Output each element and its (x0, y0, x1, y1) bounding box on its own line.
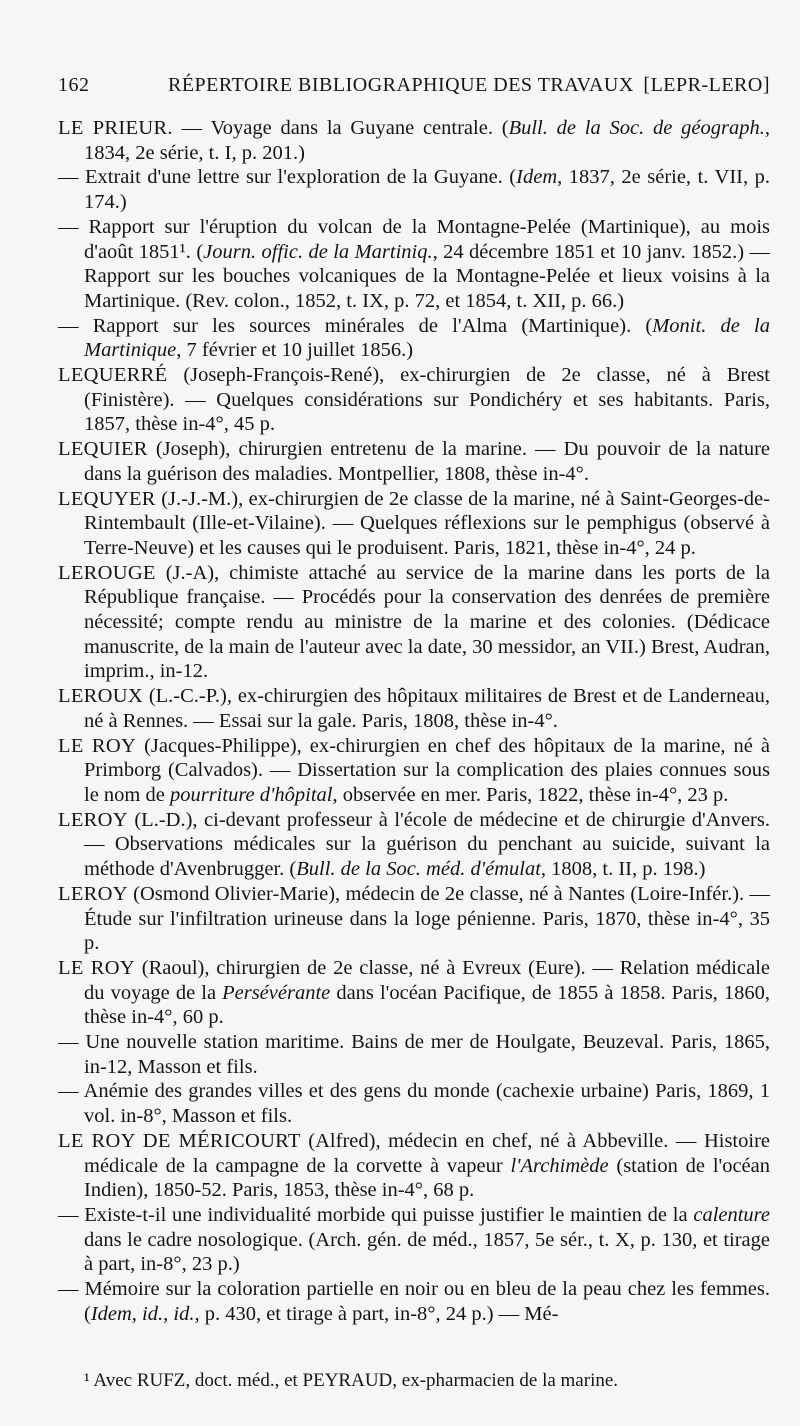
entry-author: LEROY (58, 882, 128, 905)
entry-le-roy-de-mericourt-2 (58, 1203, 770, 1277)
entry-text: (L.-C.-P.), ex-chirurgien des hôpitaux militaires de Brest et de Landerneau, né à Rennes. — Essai sur la gale. Paris, 1808, thèse in-4°. (84, 685, 770, 732)
entry-text-end: , 1808, t. II, p. 198.) (540, 858, 706, 881)
entry-text-end: dans l'océan Pacifique, de 1855 à 1858. Paris, 1860, thèse in-4°, 60 p. (84, 981, 770, 1029)
entry-author: LE ROY DE MÉRICOURT (58, 1129, 301, 1152)
entry-author: LEROUGE (58, 561, 156, 584)
entry-italic: calenture (693, 1203, 770, 1226)
entry-italic: l'Archimède (510, 1154, 609, 1177)
bibliography-list (58, 116, 770, 1326)
entry-author: LEQUYER (58, 487, 156, 510)
entry-text: — Existe-t-il une individualité morbide qui puisse justifier le maintien de la (58, 1203, 694, 1226)
entry-le-roy-raoul-3 (58, 1079, 770, 1128)
entry-text: (Raoul), chirurgien de 2e classe, né à Evreux (Eure). — Relation médicale du voyage de la (84, 956, 770, 1004)
entry-le-prieur-3 (58, 215, 770, 314)
entry-text: (L.-D.), ci-devant professeur à l'école de médecine et de chirurgie d'Anvers. — Observations médicales sur la guérison du penchant au suicide, suivant la méthode d'Avenbrugger. ( (84, 808, 770, 881)
entry-leroy-ld (58, 808, 770, 882)
entry-author: LEQUERRÉ (58, 364, 168, 387)
entry-text-end: , 1837, 2e série, t. VII, p. 174.) (84, 166, 770, 214)
entry-text: (Joseph), chirurgien entretenu de la marine. — Du pouvoir de la nature dans la guérison des maladies. Montpellier, 1808, thèse in-4°. (84, 438, 770, 485)
entry-author: LE PRIEUR. (58, 117, 173, 139)
entry-le-prieur (58, 116, 770, 165)
entry-author: LEQUIER (58, 438, 148, 461)
entry-text-end: , 1834, 2e série, t. I, p. 201.) (84, 117, 770, 164)
entry-text-end: , observée en mer. Paris, 1822, thèse in-4°, 23 p. (332, 783, 729, 806)
entry-text-end: , p. 430, et tirage à part, in-8°, 24 p.) — Mé- (194, 1302, 559, 1325)
entry-le-roy-raoul-2 (58, 1030, 770, 1079)
entry-italic: Journ. offic. de la Martiniq. (203, 240, 433, 263)
entry-author: LE ROY (58, 956, 135, 979)
entry-author: LEROY (58, 808, 128, 831)
alphabetical-range: [LEPR-LERO] (643, 74, 770, 96)
entry-text-end: (station de l'océan Indien), 1850-52. Paris, 1853, thèse in-4°, 68 p. (84, 1154, 771, 1202)
entry-author: LE ROY (58, 734, 137, 757)
entry-text: — Mémoire sur la coloration partielle en noir ou en bleu de la peau chez les femmes. ( (58, 1278, 770, 1325)
entry-text: (Osmond Olivier-Marie), médecin de 2e classe, né à Nantes (Loire-Infér.). — Étude sur l'infiltration urineuse dans la loge pénienne. Paris, 1870, thèse in-4°, 35 p. (84, 882, 770, 955)
entry-italic: Bull. de la Soc. de géograph. (508, 117, 765, 139)
entry-le-roy-jacques (58, 734, 770, 808)
page-number: 162 (58, 74, 90, 96)
entry-lerouge (58, 561, 770, 685)
entry-italic: Idem (516, 166, 558, 189)
entry-text: — Voyage dans la Guyane centrale. ( (172, 117, 509, 139)
entry-author: LEROUX (58, 685, 143, 708)
entry-text: — Une nouvelle station maritime. Bains de mer de Houlgate, Beuzeval. Paris, 1865, in-12, Masson et fils. (58, 1031, 770, 1078)
entry-le-roy-raoul (58, 956, 770, 1030)
entry-italic: Idem, id., id. (90, 1302, 195, 1325)
entry-le-roy-de-mericourt (58, 1129, 770, 1203)
entry-text-end: dans le cadre nosologique. (Arch. gén. de méd., 1857, 5e sér., t. X, p. 130, et tirage à part, in-8°, 23 p.) (84, 1228, 770, 1276)
running-head (58, 74, 770, 104)
entry-leroy-osmond (58, 882, 770, 956)
entry-text-end: , 7 février et 10 juillet 1856.) (176, 339, 414, 362)
entry-italic: Bull. de la Soc. méd. d'émulat (296, 858, 541, 881)
entry-italic: Monit. de la Martinique (84, 314, 771, 362)
entry-le-roy-de-mericourt-3 (58, 1277, 770, 1326)
entry-leroux (58, 684, 770, 733)
entry-text: — Rapport sur les sources minérales de l'Alma (Martinique). ( (58, 314, 653, 337)
entry-text: — Rapport sur l'éruption du volcan de la Montagne-Pelée (Martinique), au mois d'août 1851¹. ( (58, 215, 770, 263)
entry-italic: pourriture d'hôpital (169, 783, 333, 806)
entry-text: — Anémie des grandes villes et des gens du monde (cachexie urbaine) Paris, 1869, 1 vol. in-8°, Masson et fils. (58, 1080, 770, 1128)
entry-lequier (58, 437, 770, 486)
entry-text: (Jacques-Philippe), ex-chirurgien en chef des hôpitaux de la marine, né à Primborg (Calvados). — Dissertation sur la complication des plaies connues sous le nom de (84, 734, 770, 806)
entry-text: (Alfred), médecin en chef, né à Abbeville. — Histoire médicale de la campagne de la corvette à vapeur (84, 1129, 770, 1177)
entry-text: (J.-J.-M.), ex-chirurgien de 2e classe de la marine, né à Saint-Georges-de-Rintembault (Ille-et-Vilaine). — Quelques réflexions sur le pemphigus (observé à Terre-Neuve) et les causes qui le produisent. Paris, 1821, thèse in-4°, 24 p. (84, 487, 770, 559)
entry-le-prieur-4 (58, 314, 770, 363)
page-title: RÉPERTOIRE BIBLIOGRAPHIQUE DES TRAVAUX (168, 74, 634, 96)
entry-lequyer (58, 487, 770, 561)
entry-le-prieur-2 (58, 165, 770, 214)
entry-text: — Extrait d'une lettre sur l'exploration de la Guyane. ( (58, 166, 517, 189)
entry-text-end: , 24 décembre 1851 et 10 janv. 1852.) — Rapport sur les bouches volcaniques de la Montagne-Pelée et lieux voisins à la Martinique. (Rev. colon., 1852, t. IX, p. 72, et 1854, t. XII, p. 66.) (84, 240, 770, 312)
entry-lequerre (58, 363, 770, 437)
footnote: ¹ Avec RUFZ, doct. méd., et PEYRAUD, ex-pharmacien de la marine. (84, 1370, 619, 1391)
entry-text: (Joseph-François-René), ex-chirurgien de 2e classe, né à Brest (Finistère). — Quelques considérations sur Pondichéry et ses habitants. Paris, 1857, thèse in-4°, 45 p. (84, 364, 770, 436)
entry-text: (J.-A), chimiste attaché au service de la marine dans les ports de la République française. — Procédés pour la conservation des denrées de première nécessité; compte rendu au ministre de la marine et des colonies. (Dédicace manuscrite, de la main de l'auteur avec la date, 30 messidor, an VII.) Brest, Audran, imprim., in-12. (84, 561, 770, 683)
entry-italic: Persévérante (222, 981, 331, 1004)
